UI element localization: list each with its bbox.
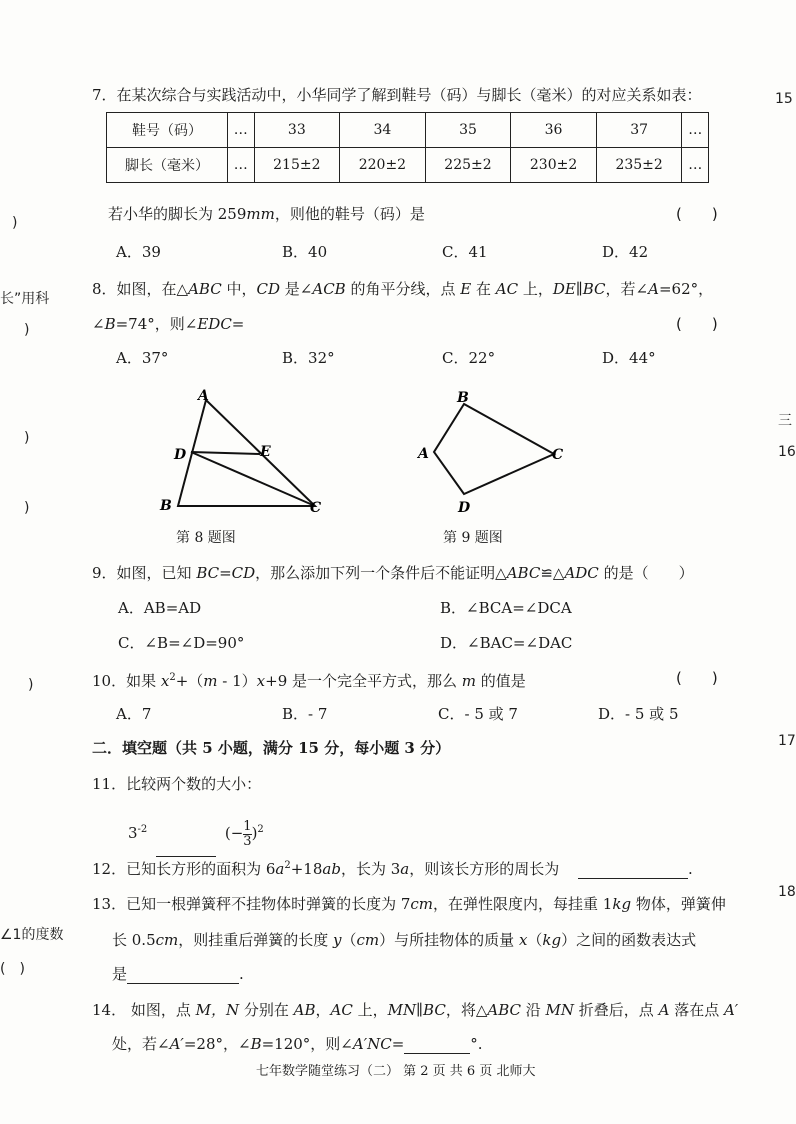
- table-row: [107, 148, 709, 183]
- margin-right-number: 15: [775, 91, 793, 107]
- option-c: C．∠B=∠D=90°: [118, 634, 245, 652]
- table-cell: …: [228, 148, 255, 183]
- table-cell: 235±2: [596, 148, 682, 183]
- table-cell: 225±2: [425, 148, 511, 183]
- margin-left-text: ): [24, 430, 30, 446]
- label-a: A: [198, 388, 209, 404]
- option-d: D．42: [602, 243, 649, 261]
- margin-right-number: 17: [778, 733, 796, 749]
- margin-right-number: 三: [778, 413, 792, 429]
- q13-line2: 长 0.5cm，则挂重后弹簧的长度 y（cm）与所挂物体的质量 x（kg）之间的函数表达式: [112, 931, 697, 949]
- margin-left-text: ∠1的度数: [0, 927, 64, 943]
- label-b: B: [457, 390, 469, 406]
- margin-right-number: 18: [778, 884, 796, 900]
- q13-line3: 是 .: [112, 965, 244, 983]
- option-d: D．- 5 或 5: [598, 705, 679, 723]
- answer-paren: ( ): [676, 315, 718, 333]
- option-d: D．∠BAC=∠DAC: [440, 634, 573, 652]
- q9-stem: 9．如图，已知 BC=CD，那么添加下列一个条件后不能证明△ABC≌△ADC 的是（ ）: [92, 564, 694, 582]
- option-a: A．37°: [116, 349, 169, 367]
- q14-line2: 处，若∠A′=28°，∠B=120°，则∠A′NC= °.: [112, 1035, 483, 1053]
- q11-stem: 11．比较两个数的大小：: [92, 775, 262, 793]
- section-heading: 二．填空题（共 5 小题，满分 15 分，每小题 3 分）: [92, 739, 451, 757]
- margin-left-text: 长”用科: [0, 291, 50, 307]
- option-b: B．∠BCA=∠DCA: [440, 599, 572, 617]
- label-d: D: [458, 500, 471, 516]
- table-cell: 33: [254, 113, 340, 148]
- caption-q9: 第 9 题图: [443, 530, 503, 546]
- q13-line1: 13．已知一根弹簧秤不挂物体时弹簧的长度为 7cm，在弹性限度内，每挂重 1kg 物体，弹簧伸: [92, 895, 726, 913]
- table-cell: 37: [596, 113, 682, 148]
- label-e: E: [260, 444, 271, 460]
- table-cell: 220±2: [340, 148, 426, 183]
- table-cell: 35: [425, 113, 511, 148]
- answer-paren: ( ): [676, 669, 718, 687]
- option-d: D．44°: [602, 349, 656, 367]
- option-c: C．- 5 或 7: [438, 705, 518, 723]
- label-d: D: [174, 447, 187, 463]
- option-b: B．32°: [282, 349, 335, 367]
- q12-stem: 12．已知长方形的面积为 $6a^2+18ab$，长为 3a，则该长方形的周长为 .: [92, 860, 693, 878]
- q8-stem-line2: ∠B=74°，则∠EDC=: [92, 315, 245, 333]
- label-c: C: [552, 447, 564, 463]
- caption-q8: 第 8 题图: [176, 530, 236, 546]
- q7-line2: 若小华的脚长为 259mm，则他的鞋号（码）是: [108, 205, 425, 223]
- table-cell: …: [682, 148, 709, 183]
- page-footer: 七年数学随堂练习（二） 第 2 页 共 6 页 北师大: [256, 1064, 536, 1079]
- table-cell: 36: [511, 113, 597, 148]
- table-cell: 215±2: [254, 148, 340, 183]
- label-b: B: [160, 498, 172, 514]
- option-a: A．AB=AD: [118, 599, 202, 617]
- table-cell: 230±2: [511, 148, 597, 183]
- option-a: A．7: [116, 705, 152, 723]
- label-a: A: [418, 446, 429, 462]
- margin-left-text: ( ): [0, 961, 25, 977]
- q14-line1: 14． 如图，点 M，N 分别在 AB，AC 上，MN∥BC，将△ABC 沿 MN 折叠后，点 A 落在点 A′: [92, 1001, 739, 1019]
- q8-stem-line1: 8．如图，在△ABC 中，CD 是∠ACB 的角平分线，点 E 在 AC 上，DE∥BC，若∠A=62°，: [92, 280, 714, 298]
- q7-stem: 7．在某次综合与实践活动中，小华同学了解到鞋号（码）与脚长（毫米）的对应关系如表：: [92, 86, 702, 104]
- answer-paren: ( ): [676, 205, 718, 223]
- margin-right-number: 16: [778, 444, 796, 460]
- margin-left-text: ): [12, 215, 18, 231]
- table-cell: 脚长（毫米）: [107, 148, 228, 183]
- figure-q9-quadrilateral: [412, 382, 582, 522]
- q11-expression: $3^{-2}$ ($-\frac{1}{3}$ )$^2$: [128, 806, 264, 854]
- table-row: [107, 113, 709, 148]
- option-b: B．- 7: [282, 705, 328, 723]
- figure-q8-triangle: [150, 382, 350, 522]
- option-b: B．40: [282, 243, 328, 261]
- q10-stem: 10．如果 $x^2+(m - 1)x+9$ 是一个完全平方式，那么 m 的值是: [92, 672, 526, 690]
- margin-left-text: ): [28, 677, 34, 693]
- option-a: A．39: [116, 243, 161, 261]
- table-cell: 鞋号（码）: [107, 113, 228, 148]
- margin-left-text: ): [24, 500, 30, 516]
- shoe-size-table: [106, 112, 709, 183]
- table-cell: …: [228, 113, 255, 148]
- margin-left-text: ): [24, 322, 30, 338]
- option-c: C．22°: [442, 349, 496, 367]
- table-cell: 34: [340, 113, 426, 148]
- label-c: C: [310, 500, 322, 516]
- table-cell: …: [682, 113, 709, 148]
- option-c: C．41: [442, 243, 488, 261]
